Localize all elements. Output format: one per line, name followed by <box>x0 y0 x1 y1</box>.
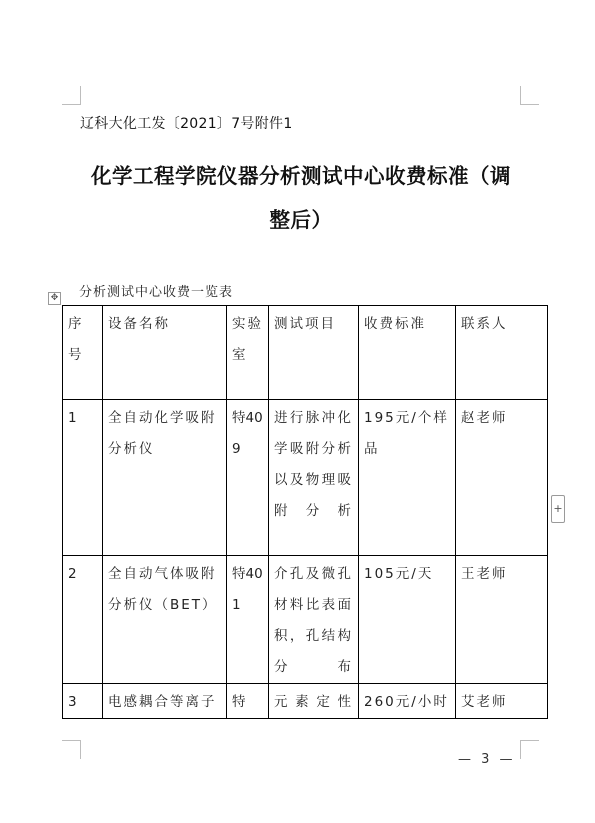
page-number: — 3 — <box>458 752 516 767</box>
row-number: 2 <box>63 556 103 684</box>
header-cell: 实验室 <box>227 306 269 400</box>
table-row <box>63 556 548 684</box>
test-item: 进行脉冲化学吸附分析以及物理吸附分析 <box>269 400 359 556</box>
document-reference: 辽科大化工发〔2021〕7号附件1 <box>80 116 293 132</box>
lab-room: 特409 <box>227 400 269 556</box>
header-cell: 设备名称 <box>103 306 227 400</box>
row-number: 3 <box>63 684 103 719</box>
table-row <box>63 684 548 719</box>
test-item: 元素定性 <box>269 684 359 719</box>
lab-room: 特 <box>227 684 269 719</box>
lab-room: 特401 <box>227 556 269 684</box>
crop-mark-top-right <box>520 86 539 105</box>
contact-person: 艾老师 <box>456 684 548 719</box>
plus-icon[interactable]: + <box>551 495 565 523</box>
header-cell: 序号 <box>63 306 103 400</box>
crop-mark-top-left <box>62 86 81 105</box>
move-cross-icon[interactable]: ✥ <box>48 292 61 305</box>
contact-person: 赵老师 <box>456 400 548 556</box>
fee-standard: 195元/个样品 <box>359 400 456 556</box>
test-item: 介孔及微孔材料比表面积，孔结构分布 <box>269 556 359 684</box>
table-row <box>63 400 548 556</box>
fee-standard: 260元/小时 <box>359 684 456 719</box>
crop-mark-bottom-left <box>62 740 81 759</box>
crop-mark-bottom-right <box>520 740 539 759</box>
equipment-name: 全自动气体吸附分析仪（BET） <box>103 556 227 684</box>
contact-person: 王老师 <box>456 556 548 684</box>
header-cell: 测试项目 <box>269 306 359 400</box>
equipment-name: 电感耦合等离子 <box>103 684 227 719</box>
table-caption: 分析测试中心收费一览表 <box>79 285 234 300</box>
header-cell: 收费标准 <box>359 306 456 400</box>
header-cell: 联系人 <box>456 306 548 400</box>
table-header-row <box>63 306 548 400</box>
row-number: 1 <box>63 400 103 556</box>
page-title-line-1: 化学工程学院仪器分析测试中心收费标准（调 <box>91 164 511 188</box>
fee-standard: 105元/天 <box>359 556 456 684</box>
page-title-line-2: 整后） <box>269 208 333 232</box>
equipment-name: 全自动化学吸附分析仪 <box>103 400 227 556</box>
fee-table <box>62 305 548 719</box>
